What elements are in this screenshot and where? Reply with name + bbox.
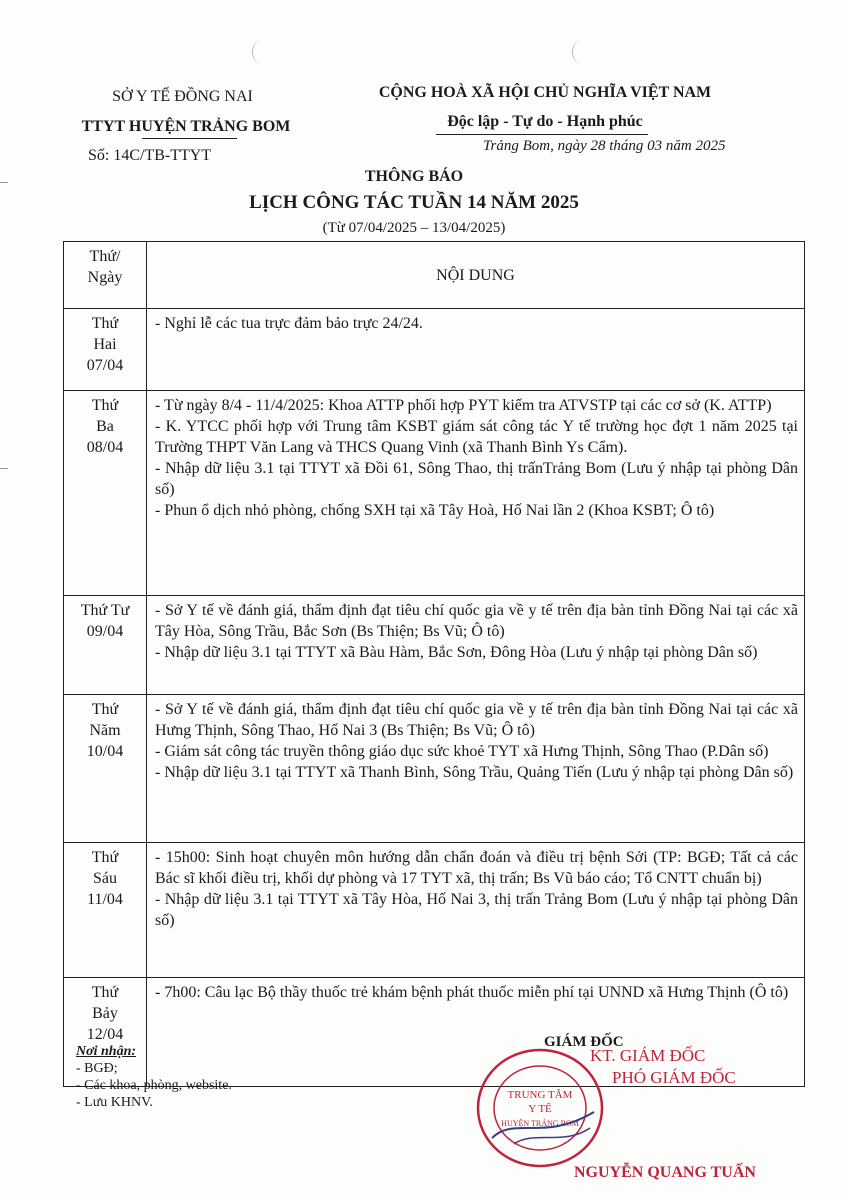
date-range: (Từ 07/04/2025 – 13/04/2025) [322, 220, 506, 236]
svg-text:Y TẾ: Y TẾ [528, 1103, 552, 1115]
schedule-item: - Giám sát công tác truyền thông giáo dục sức khoẻ TYT xã Hưng Thịnh, Sông Thao (P.Dân số) [155, 743, 769, 760]
schedule-item: - Phun ổ dịch nhỏ phòng, chống SXH tại xã Tây Hoà, Hố Nai lần 2 (Khoa KSBT; Ô tô) [155, 502, 715, 519]
day-cell [64, 309, 147, 391]
recipients-label: Nơi nhận: [76, 1044, 137, 1059]
doc-number: Số: 14C/TB-TTYT [88, 147, 212, 164]
day-label: Thứ Ba 08/04 [86, 397, 124, 456]
svg-text:TRUNG TÂM: TRUNG TÂM [507, 1089, 573, 1101]
recipient-item: - Lưu KHNV. [76, 1095, 153, 1110]
stamp-kt: KT. GIÁM ĐỐC [590, 1046, 706, 1065]
content-cell [147, 309, 805, 391]
recipients [76, 1043, 232, 1111]
recipient-item: - BGĐ; [76, 1061, 118, 1076]
motto-underline [436, 134, 648, 135]
schedule-item: - Nghỉ lễ các tua trực đảm bảo trực 24/24. [155, 315, 423, 332]
svg-text:HUYỆN TRẢNG BOM: HUYỆN TRẢNG BOM [501, 1119, 579, 1128]
day-cell [64, 843, 147, 978]
org-underline [142, 138, 237, 139]
schedule-table [63, 241, 805, 1087]
header-day: Thứ/ Ngày [64, 242, 147, 309]
day-label: Thứ Bảy 12/04 [86, 984, 124, 1043]
nation-title: CỘNG HOÀ XÃ HỘI CHỦ NGHĨA VIỆT NAM [378, 84, 712, 101]
signer-name: NGUYỄN QUANG TUẤN [574, 1164, 756, 1181]
schedule-item: - Nhập dữ liệu 3.1 tại TTYT xã Tây Hòa, Hố Nai 3, thị trấn Trảng Bom (Lưu ý nhập tại phòng Dân số) [155, 891, 798, 929]
header-content: NỘI DUNG [147, 242, 805, 309]
place-date: Trảng Bom, ngày 28 tháng 03 năm 2025 [483, 138, 726, 154]
org-name: TTYT HUYỆN TRẢNG BOM [81, 118, 291, 135]
table-row [64, 309, 805, 391]
day-cell [64, 695, 147, 843]
schedule-item: - Nhập dữ liệu 3.1 tại TTYT xã Thanh Bình, Sông Trầu, Quảng Tiến (Lưu ý nhập tại phòng Dân số) [155, 764, 794, 781]
schedule-item: - Nhập dữ liệu 3.1 tại TTYT xã Đồi 61, Sông Thao, thị trấnTrảng Bom (Lưu ý nhập tại phòng Dân số) [155, 460, 798, 498]
motto: Độc lập - Tự do - Hạnh phúc [447, 113, 643, 130]
day-cell [64, 391, 147, 596]
content-cell [147, 695, 805, 843]
content-cell [147, 843, 805, 978]
table-header-row [64, 242, 805, 309]
schedule-item: - Sở Y tế về đánh giá, thẩm định đạt tiêu chí quốc gia về y tế trên địa bàn tỉnh Đồng Nai tại các xã Hưng Thịnh, Sông Thao, Hố Nai 3 (Bs Thiện; Bs Vũ; Ô tô) [155, 701, 798, 739]
stamp-deputy-director: PHÓ GIÁM ĐỐC [612, 1068, 736, 1087]
schedule-item: - 7h00: Câu lạc Bộ thầy thuốc trẻ khám bệnh phát thuốc miễn phí tại UNND xã Hưng Thịnh (Ô tô) [155, 984, 789, 1001]
recipient-item: - Các khoa, phòng, website. [76, 1078, 232, 1093]
day-label: Thứ Năm 10/04 [86, 701, 124, 760]
table-row [64, 695, 805, 843]
day-label: Thứ Sáu 11/04 [87, 849, 123, 908]
schedule-item: - Từ ngày 8/4 - 11/4/2025: Khoa ATTP phối hợp PYT kiểm tra ATVSTP tại các cơ sở (K. ATTP) [155, 397, 772, 414]
content-cell [147, 596, 805, 695]
table-row [64, 843, 805, 978]
org-parent: SỞ Y TẾ ĐỒNG NAI [112, 88, 253, 105]
punch-hole-left [252, 40, 271, 64]
margin-tick [0, 468, 8, 469]
table-row [64, 596, 805, 695]
position-title: GIÁM ĐỐC [544, 1034, 624, 1050]
signature-block [470, 1036, 770, 1186]
day-cell [64, 596, 147, 695]
punch-hole-right [572, 40, 591, 64]
schedule-item: - Sở Y tế về đánh giá, thẩm định đạt tiêu chí quốc gia về y tế trên địa bàn tỉnh Đồng Nai tại các xã Tây Hòa, Sông Trầu, Bắc Sơn (Bs Thiện; Bs Vũ; Ô tô) [155, 602, 798, 640]
schedule-item: - Nhập dữ liệu 3.1 tại TTYT xã Bàu Hàm, Bắc Sơn, Đông Hòa (Lưu ý nhập tại phòng Dân số) [155, 644, 758, 661]
table-row [64, 391, 805, 596]
day-label: Thứ Tư 09/04 [80, 602, 130, 640]
day-label: Thứ Hai 07/04 [86, 315, 124, 374]
schedule-body [64, 309, 805, 1087]
schedule-item: - 15h00: Sinh hoạt chuyên môn hướng dẫn chẩn đoán và điều trị bệnh Sởi (TP: BGĐ; Tất cả các Bác sĩ khối điều trị, khối dự phòng và 17 TYT xã, thị trấn; Bs Vũ báo cáo; Tổ CNTT chuẩn bị) [155, 849, 798, 887]
main-title: LỊCH CÔNG TÁC TUẦN 14 NĂM 2025 [249, 192, 579, 213]
schedule-item: - K. YTCC phối hợp với Trung tâm KSBT giám sát công tác Y tế trường học đợt 1 năm 2025 tại Trường THPT Văn Lang và THCS Quang Vinh (xã Thanh Bình Ys Cẩm). [155, 418, 798, 456]
doc-type: THÔNG BÁO [364, 168, 464, 185]
official-seal [474, 1046, 606, 1170]
content-cell [147, 391, 805, 596]
